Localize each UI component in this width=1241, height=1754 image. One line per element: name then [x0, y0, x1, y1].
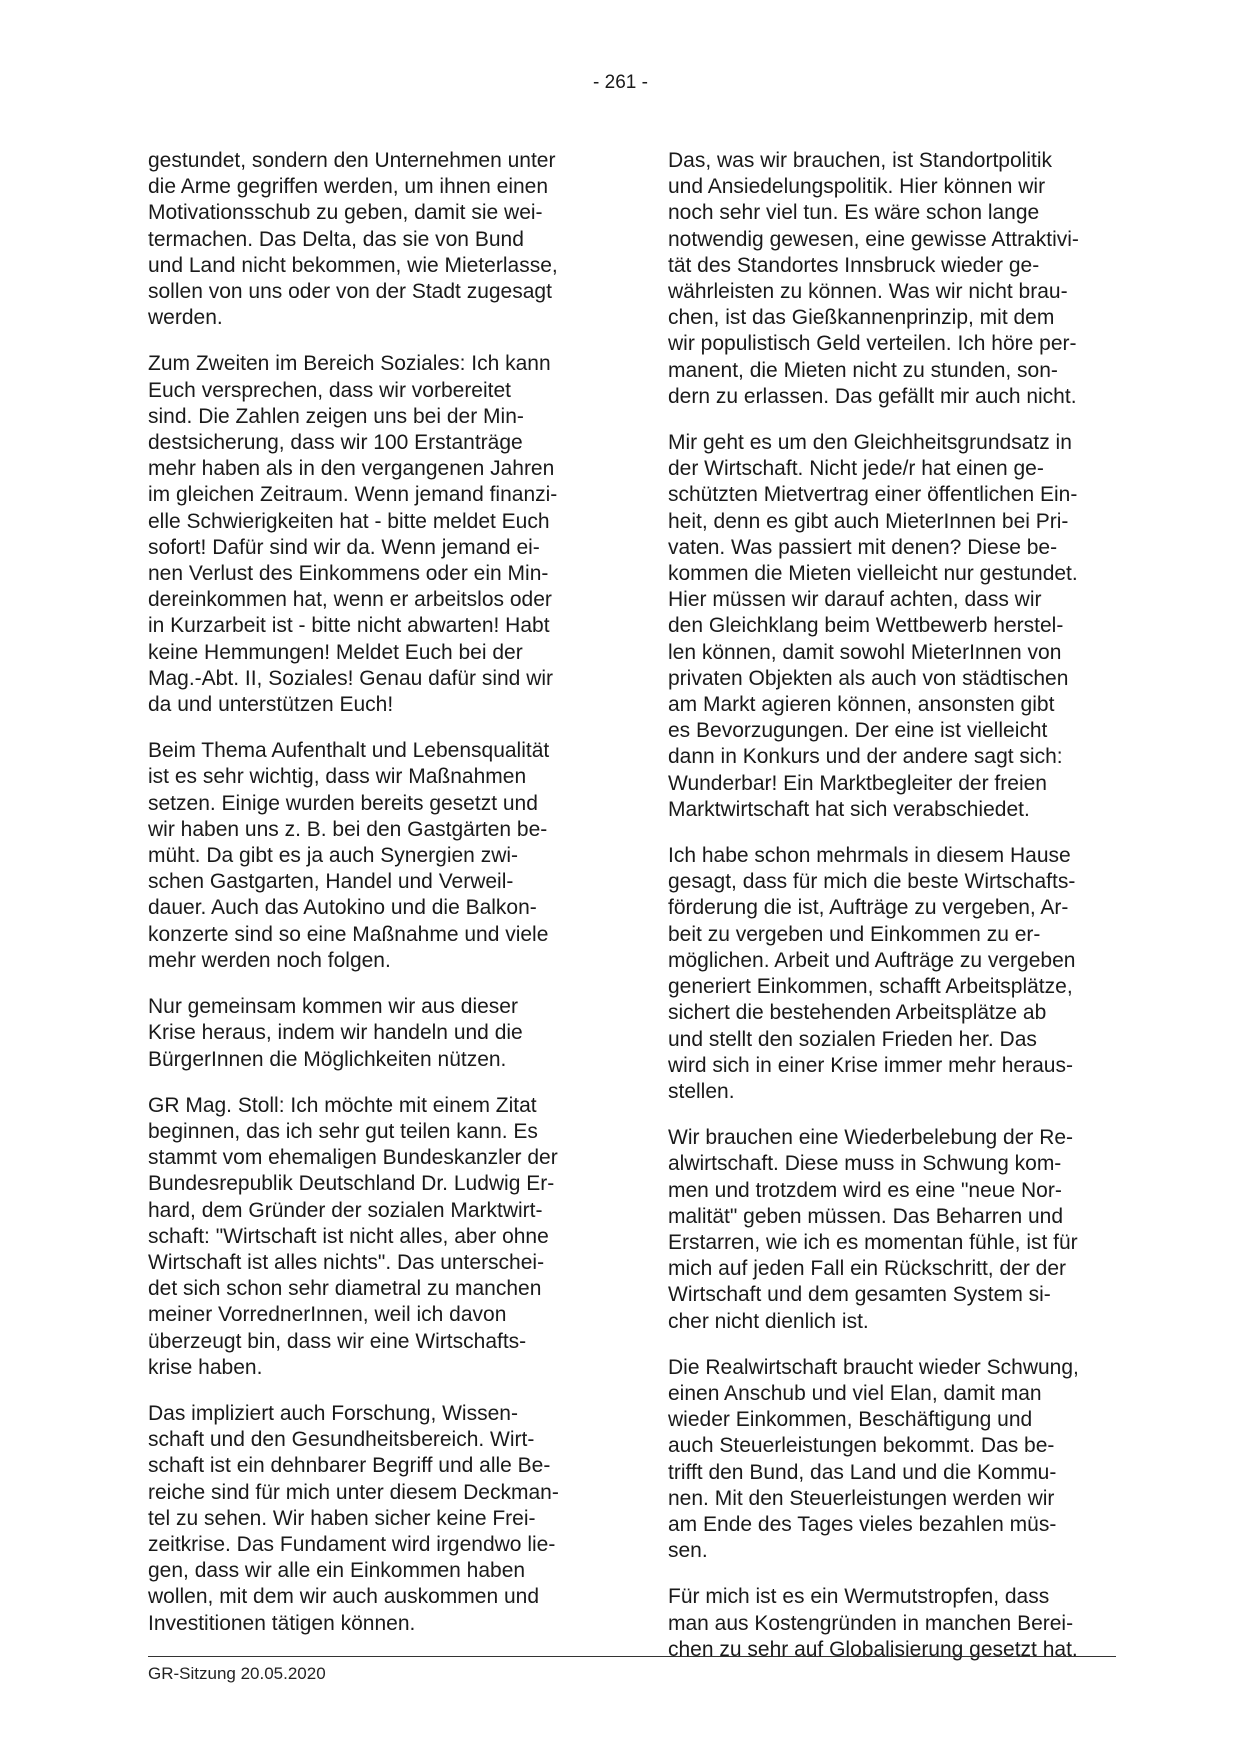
text-line: Nur gemeinsam kommen wir aus dieser: [148, 995, 518, 1019]
text-line: währleisten zu können. Was wir nicht brau-: [668, 280, 1068, 304]
text-line: konzerte sind so eine Maßnahme und viele: [148, 922, 549, 946]
paragraph: [148, 148, 604, 331]
text-line: man aus Kostengründen in manchen Berei-: [668, 1611, 1074, 1635]
text-line: reiche sind für mich unter diesem Deckman-: [148, 1480, 559, 1504]
text-line: sind. Die Zahlen zeigen uns bei der Min-: [148, 404, 524, 428]
left-column: [148, 148, 604, 1657]
text-line: Hier müssen wir darauf achten, dass wir: [668, 588, 1042, 612]
text-line: dann in Konkurs und der andere sagt sich:: [668, 745, 1063, 769]
text-line: Motivationsschub zu geben, damit sie wei-: [148, 201, 543, 225]
text-line: heit, denn es gibt auch MieterInnen bei Pri-: [668, 509, 1069, 533]
text-line: die Arme gegriffen werden, um ihnen einen: [148, 175, 549, 199]
text-line: Zum Zweiten im Bereich Soziales: Ich kann: [148, 352, 551, 376]
text-line: ist es sehr wichtig, dass wir Maßnahmen: [148, 765, 527, 789]
text-line: termachen. Das Delta, das sie von Bund: [148, 227, 524, 251]
text-line: schaft und den Gesundheitsbereich. Wirt-: [148, 1428, 535, 1452]
text-line: Für mich ist es ein Wermutstropfen, dass: [668, 1585, 1050, 1609]
text-line: Euch versprechen, dass wir vorbereitet: [148, 378, 511, 402]
text-line: beginnen, das ich sehr gut teilen kann. Es: [148, 1119, 538, 1143]
page-number: - 261 -: [593, 72, 648, 93]
text-line: tel zu sehen. Wir haben sicher keine Frei-: [148, 1506, 536, 1530]
text-line: schaft ist ein dehnbarer Begriff und alle Be-: [148, 1454, 551, 1478]
text-line: mehr haben als in den vergangenen Jahren: [148, 457, 555, 481]
text-line: Beim Thema Aufenthalt und Lebensqualität: [148, 739, 550, 763]
right-column: [668, 148, 1124, 1683]
text-line: es Bevorzugungen. Der eine ist vielleicht: [668, 719, 1048, 743]
text-line: sofort! Dafür sind wir da. Wenn jemand ei-: [148, 535, 540, 559]
text-line: manent, die Mieten nicht zu stunden, son-: [668, 358, 1058, 382]
text-line: Marktwirtschaft hat sich verabschiedet.: [668, 797, 1030, 821]
text-line: am Markt agieren können, ansonsten gibt: [668, 693, 1055, 717]
text-line: krise haben.: [148, 1355, 263, 1379]
text-line: Mir geht es um den Gleichheitsgrundsatz in: [668, 431, 1072, 455]
footer-session-date: GR-Sitzung 20.05.2020: [148, 1664, 326, 1683]
text-line: Krise heraus, indem wir handeln und die: [148, 1021, 523, 1045]
text-line: einen Anschub und viel Elan, damit man: [668, 1381, 1042, 1405]
text-line: Wir brauchen eine Wiederbelebung der Re-: [668, 1126, 1074, 1150]
text-line: malität" geben müssen. Das Beharren und: [668, 1204, 1064, 1228]
text-line: trifft den Bund, das Land und die Kommu-: [668, 1460, 1057, 1484]
text-line: BürgerInnen die Möglichkeiten nützen.: [148, 1047, 507, 1071]
text-line: dereinkommen hat, wenn er arbeitslos oder: [148, 588, 552, 612]
paragraph: [668, 430, 1124, 823]
text-line: sollen von uns oder von der Stadt zugesagt: [148, 280, 552, 304]
text-line: gesagt, dass für mich die beste Wirtschafts-: [668, 870, 1076, 894]
footer-divider: [148, 1656, 1116, 1657]
text-line: förderung die ist, Aufträge zu vergeben, Ar-: [668, 896, 1069, 920]
text-line: und Land nicht bekommen, wie Mieterlasse,: [148, 253, 558, 277]
text-line: Das, was wir brauchen, ist Standortpolitik: [668, 149, 1052, 172]
text-line: wollen, mit dem wir auch auskommen und: [148, 1585, 540, 1609]
text-line: im gleichen Zeitraum. Wenn jemand finanzi-: [148, 483, 558, 507]
paragraph: [668, 148, 1124, 410]
text-line: stellen.: [668, 1079, 735, 1103]
text-line: möglichen. Arbeit und Aufträge zu vergeben: [668, 948, 1076, 972]
text-line: destsicherung, dass wir 100 Erstanträge: [148, 431, 523, 455]
text-line: Bundesrepublik Deutschland Dr. Ludwig Er-: [148, 1172, 555, 1196]
text-line: kommen die Mieten vielleicht nur gestundet.: [668, 562, 1078, 586]
text-line: notwendig gewesen, eine gewisse Attraktivi-: [668, 227, 1079, 251]
text-line: chen zu sehr auf Globalisierung gesetzt hat.: [668, 1637, 1078, 1661]
paragraph: [668, 1355, 1124, 1565]
speaker-paragraph: [148, 1093, 604, 1381]
text-line: sichert die bestehenden Arbeitsplätze ab: [668, 1001, 1047, 1025]
paragraph: [148, 738, 604, 974]
text-line: Das impliziert auch Forschung, Wissen-: [148, 1401, 518, 1425]
text-line: Mag.-Abt. II, Soziales! Genau dafür sind wir: [148, 666, 554, 690]
text-line: da und unterstützen Euch!: [148, 693, 394, 717]
text-line: Investitionen tätigen können.: [148, 1611, 416, 1635]
text-line: keine Hemmungen! Meldet Euch bei der: [148, 640, 523, 664]
text-line: der Wirtschaft. Nicht jede/r hat einen ge-: [668, 457, 1044, 481]
text-line: überzeugt bin, dass wir eine Wirtschafts-: [148, 1329, 527, 1353]
text-line: auch Steuerleistungen bekommt. Das be-: [668, 1434, 1055, 1458]
text-line: sen.: [668, 1539, 708, 1563]
text-line: den Gleichklang beim Wettbewerb herstel-: [668, 614, 1064, 638]
text-line: wir populistisch Geld verteilen. Ich höre per-: [668, 332, 1077, 356]
text-line: hard, dem Gründer der sozialen Marktwirt-: [148, 1198, 543, 1222]
text-line: wieder Einkommen, Beschäftigung und: [668, 1408, 1033, 1432]
text-line: beit zu vergeben und Einkommen zu er-: [668, 922, 1041, 946]
text-line: Wirtschaft ist alles nichts". Das unterschei-: [148, 1250, 545, 1274]
text-line: chen, ist das Gießkannenprinzip, mit dem: [668, 306, 1055, 330]
text-line: dern zu erlassen. Das gefällt mir auch nicht.: [668, 384, 1077, 408]
text-line: tät des Standortes Innsbruck wieder ge-: [668, 253, 1040, 277]
text-line: noch sehr viel tun. Es wäre schon lange: [668, 201, 1040, 225]
text-line: am Ende des Tages vieles bezahlen müs-: [668, 1512, 1057, 1536]
text-line: schen Gastgarten, Handel und Verweil-: [148, 870, 514, 894]
text-line: men und trotzdem wird es eine "neue Nor-: [668, 1178, 1062, 1202]
text-line: und stellt den sozialen Frieden her. Das: [668, 1027, 1037, 1051]
text-line: Erstarren, wie ich es momentan fühle, ist für: [668, 1230, 1078, 1254]
text-line: alwirtschaft. Diese muss in Schwung kom-: [668, 1152, 1062, 1176]
text-line: len können, damit sowohl MieterInnen von: [668, 640, 1062, 664]
text-line: stammt vom ehemaligen Bundeskanzler der: [148, 1146, 558, 1170]
text-line: nen. Mit den Steuerleistungen werden wir: [668, 1486, 1055, 1510]
text-line: müht. Da gibt es ja auch Synergien zwi-: [148, 844, 519, 868]
text-line: schaft: "Wirtschaft ist nicht alles, aber ohne: [148, 1224, 549, 1248]
text-line: GR Mag. Stoll: Ich möchte mit einem Zitat: [148, 1093, 537, 1117]
text-line: gestundet, sondern den Unternehmen unter: [148, 149, 556, 172]
text-line: dauer. Auch das Autokino und die Balkon-: [148, 896, 537, 920]
text-line: mehr werden noch folgen.: [148, 948, 391, 972]
text-line: gen, dass wir alle ein Einkommen haben: [148, 1559, 526, 1583]
text-line: cher nicht dienlich ist.: [668, 1309, 869, 1333]
paragraph: [668, 1584, 1124, 1663]
paragraph: [148, 994, 604, 1073]
text-line: nen Verlust des Einkommens oder ein Min-: [148, 562, 549, 586]
text-line: Ich habe schon mehrmals in diesem Hause: [668, 844, 1071, 868]
text-line: setzen. Einige wurden bereits gesetzt und: [148, 791, 538, 815]
text-line: mich auf jeden Fall ein Rückschritt, der der: [668, 1257, 1067, 1281]
text-line: generiert Einkommen, schafft Arbeitsplätze,: [668, 975, 1073, 999]
text-line: zeitkrise. Das Fundament wird irgendwo lie-: [148, 1532, 556, 1556]
text-line: in Kurzarbeit ist - bitte nicht abwarten! Habt: [148, 614, 550, 638]
text-line: privaten Objekten als auch von städtischen: [668, 666, 1069, 690]
text-line: Wirtschaft und dem gesamten System si-: [668, 1283, 1051, 1307]
paragraph: [148, 1401, 604, 1637]
paragraph: [148, 351, 604, 718]
text-line: vaten. Was passiert mit denen? Diese be-: [668, 535, 1058, 559]
paragraph: [668, 1125, 1124, 1335]
text-line: schützten Mietvertrag einer öffentlichen Ein-: [668, 483, 1078, 507]
text-line: wird sich in einer Krise immer mehr heraus-: [668, 1053, 1073, 1077]
text-line: Die Realwirtschaft braucht wieder Schwung,: [668, 1355, 1079, 1379]
text-line: Wunderbar! Ein Marktbegleiter der freien: [668, 771, 1047, 795]
text-line: und Ansiedelungspolitik. Hier können wir: [668, 175, 1046, 199]
paragraph: [668, 843, 1124, 1105]
text-line: werden.: [148, 306, 223, 330]
text-line: det sich schon sehr diametral zu manchen: [148, 1277, 542, 1301]
text-line: elle Schwierigkeiten hat - bitte meldet Euch: [148, 509, 550, 533]
text-line: wir haben uns z. B. bei den Gastgärten be-: [148, 817, 548, 841]
text-line: meiner VorrednerInnen, weil ich davon: [148, 1303, 507, 1327]
